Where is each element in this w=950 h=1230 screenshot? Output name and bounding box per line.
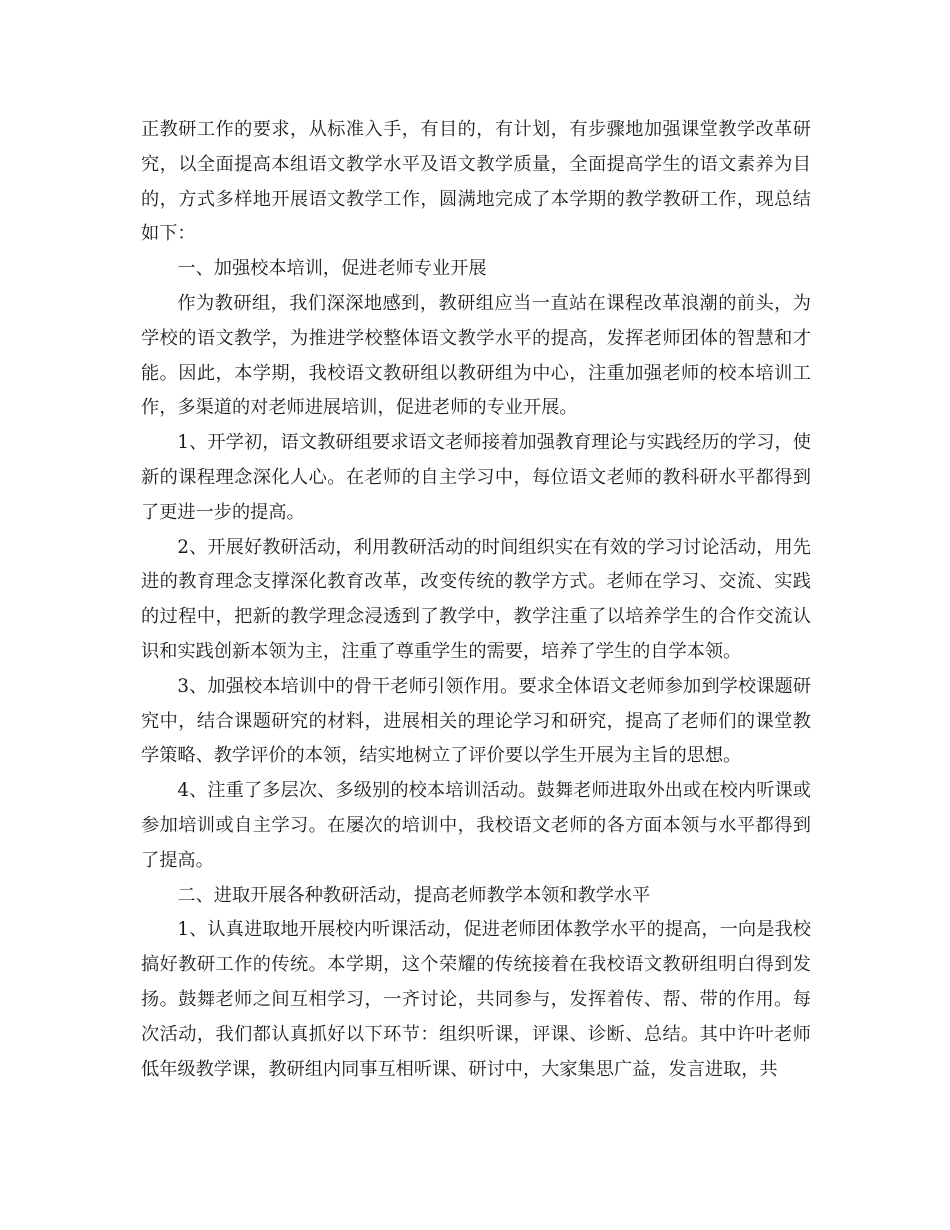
section-heading-1: 一、加强校本培训，促进老师专业开展: [177, 258, 487, 280]
paragraph-2: 作为教研组，我们深深地感到，教研组应当一直站在课程改革浪潮的前头，为学校的语文教学，为推进学校整体语文教学水平的提高，发挥老师团体的智慧和才能。因此，本学期，我校语文教研组以教研组为中心，注重加强老师的校本培训工作，多渠道的对老师进展培训，促进老师的专业开展。: [141, 292, 811, 419]
document-body: [141, 113, 811, 1087]
list-item-5: 1、认真进取地开展校内听课活动，促进老师团体教学水平的提高，一向是我校搞好教研工作的传统。本学期，这个荣耀的传统接着在我校语文教研组明白得到发扬。鼓舞老师之间互相学习，一齐讨论，共同参与，发挥着传、帮、带的作用。每次活动，我们都认真抓好以下环节：组织听课，评课、诊断、总结。其中许叶老师低年级教学课，教研组内同事互相听课、研讨中，大家集思广益，发言进取，共: [141, 919, 811, 1080]
list-item-2: 2、开展好教研活动，利用教研活动的时间组织实在有效的学习讨论活动，用先进的教育理念支撑深化教育改革，改变传统的教学方式。老师在学习、交流、实践的过程中，把新的教学理念浸透到了教学中，教学注重了以培养学生的合作交流认识和实践创新本领为主，注重了尊重学生的需要，培养了学生的自学本领。: [141, 536, 811, 662]
section-heading-2: 二、进取开展各种教研活动，提高老师教学本领和教学水平: [177, 884, 651, 906]
list-item-3: 3、加强校本培训中的骨干老师引领作用。要求全体语文老师参加到学校课题研究中，结合课题研究的材料，进展相关的理论学习和研究，提高了老师们的课堂教学策略、教学评价的本领，结实地树立了评价要以学生开展为主旨的思想。: [141, 675, 811, 767]
list-item-4: 4、注重了多层次、多级别的校本培训活动。鼓舞老师进取外出或在校内听课或参加培训或自主学习。在屡次的培训中，我校语文老师的各方面本领与水平都得到了提高。: [141, 780, 811, 871]
paragraph-1: 正教研工作的要求，从标准入手，有目的，有计划，有步骤地加强课堂教学改革研究，以全面提高本组语文教学水平及语文教学质量，全面提高学生的语文素养为目的，方式多样地开展语文教学工作，圆满地完成了本学期的教学教研工作，现总结如下：: [141, 119, 811, 245]
list-item-1: 1、开学初，语文教研组要求语文老师接着加强教育理论与实践经历的学习，使新的课程理念深化人心。在老师的自主学习中，每位语文老师的教科研水平都得到了更进一步的提高。: [141, 432, 811, 523]
